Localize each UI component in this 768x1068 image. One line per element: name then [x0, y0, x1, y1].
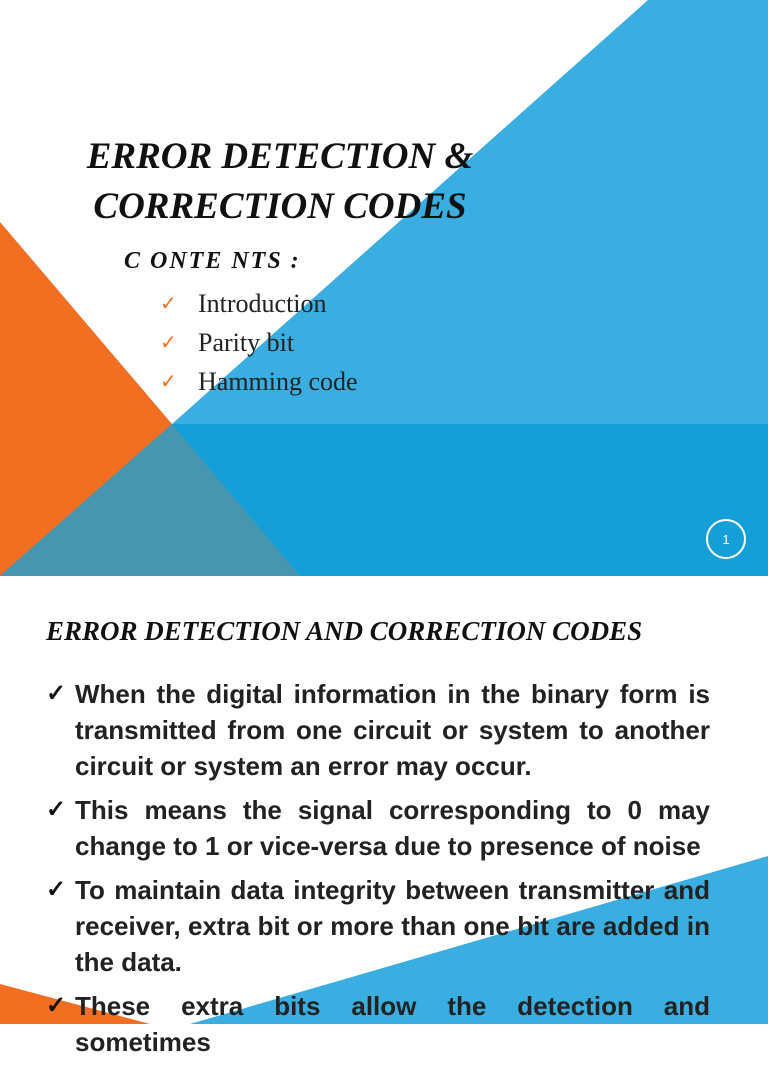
checkmark-icon: ✓ — [160, 293, 177, 315]
contents-item-label: Parity bit — [198, 327, 295, 357]
contents-item — [160, 362, 358, 401]
contents-item — [160, 323, 358, 362]
bullet-text: These extra bits allow the detection and sometimes — [75, 991, 710, 1057]
checkmark-icon: ✓ — [160, 371, 177, 393]
bullet-item — [46, 792, 710, 864]
bullet-item — [46, 676, 710, 784]
contents-label: C ONTE NTS : — [124, 248, 301, 274]
content-slide — [0, 576, 768, 1057]
bullet-text: This means the signal corresponding to 0 may change to 1 or vice-versa due to presence of noise — [75, 795, 710, 861]
bullet-item — [46, 988, 710, 1060]
contents-item-label: Introduction — [198, 288, 327, 318]
bullet-item — [46, 872, 710, 980]
bullet-text: To maintain data integrity between transmitter and receiver, extra bit or more than one bit are added in the data. — [75, 875, 710, 977]
checkmark-icon: ✓ — [46, 680, 67, 707]
title-line-2: CORRECTION CODES — [93, 186, 467, 227]
slide-number-badge: 1 — [706, 519, 746, 559]
checkmark-icon: ✓ — [46, 992, 67, 1019]
contents-item-label: Hamming code — [198, 366, 358, 396]
contents-item — [160, 284, 358, 323]
slide-title: ERROR DETECTION AND CORRECTION CODES — [46, 616, 643, 646]
bullet-list — [46, 676, 710, 1068]
checkmark-icon: ✓ — [46, 796, 67, 823]
bullet-text: When the digital information in the binary form is transmitted from one circuit or system to another circuit or system an error may occur. — [75, 679, 710, 781]
slide-title — [30, 132, 530, 232]
title-line-1: ERROR DETECTION & — [86, 136, 474, 177]
contents-list — [160, 284, 358, 401]
checkmark-icon: ✓ — [160, 332, 177, 354]
checkmark-icon: ✓ — [46, 876, 67, 903]
